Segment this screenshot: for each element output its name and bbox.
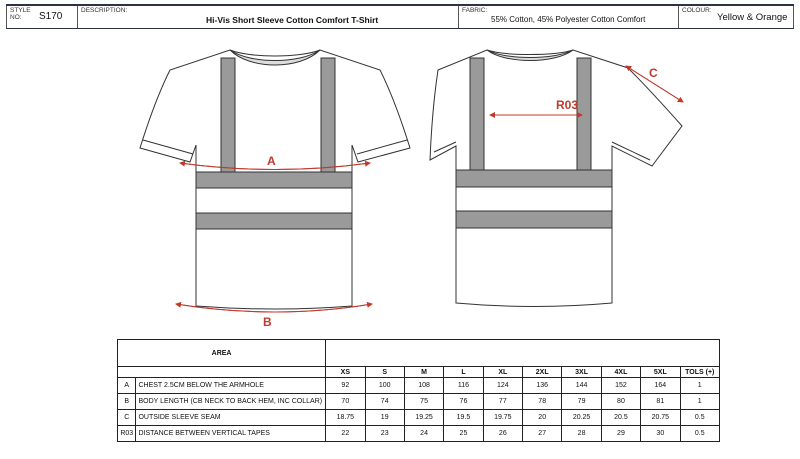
row-description: DISTANCE BETWEEN VERTICAL TAPES (136, 426, 326, 442)
spec-header (6, 4, 794, 29)
cell-value: 27 (523, 426, 562, 442)
row-code: B (118, 394, 136, 410)
measure-label-a: A (267, 154, 276, 168)
cell-value: 24 (404, 426, 443, 442)
cell-value: 28 (562, 426, 601, 442)
cell-value: 20.75 (641, 410, 680, 426)
cell-value: 74 (365, 394, 404, 410)
cell-value: 20.25 (562, 410, 601, 426)
size-xs: XS (326, 367, 365, 378)
cell-value: 75 (404, 394, 443, 410)
description-value: Hi-Vis Short Sleeve Cotton Comfort T-Shirt (206, 15, 379, 25)
cell-value: 76 (444, 394, 483, 410)
cell-value: 23 (365, 426, 404, 442)
front-upper-horizontal-tape (196, 172, 352, 188)
cell-value: 136 (523, 378, 562, 394)
size-l: L (444, 367, 483, 378)
fabric-cell (458, 6, 678, 28)
cell-value: 152 (601, 378, 640, 394)
style-value: S170 (39, 11, 63, 22)
style-label: STYLE NO: (10, 7, 31, 21)
back-left-vertical-tape (470, 58, 484, 170)
size-2xl: 2XL (523, 367, 562, 378)
cell-value: 19.5 (444, 410, 483, 426)
cell-value: 19.75 (483, 410, 522, 426)
measure-label-b-text: B (263, 315, 272, 329)
size-tols: TOLS (+) (680, 367, 719, 378)
size-5xl: 5XL (641, 367, 680, 378)
description-cell (77, 6, 458, 28)
front-right-vertical-tape (321, 58, 335, 176)
cell-value: 92 (326, 378, 365, 394)
cell-value: 29 (601, 426, 640, 442)
cell-value: 81 (641, 394, 680, 410)
row-description: CHEST 2.5CM BELOW THE ARMHOLE (136, 378, 326, 394)
colour-value: Yellow & Orange (717, 12, 788, 23)
row-code: C (118, 410, 136, 426)
colour-cell (678, 6, 794, 28)
cell-value: 19 (365, 410, 404, 426)
cell-value: 1 (680, 394, 719, 410)
cell-value: 164 (641, 378, 680, 394)
front-left-vertical-tape (221, 58, 235, 176)
style-cell (6, 6, 77, 28)
area-header: AREA (118, 340, 326, 367)
back-right-vertical-tape (577, 58, 591, 170)
table-row (118, 426, 720, 442)
size-header-row (118, 367, 720, 378)
size-4xl: 4XL (601, 367, 640, 378)
cell-value: 22 (326, 426, 365, 442)
cell-value: 77 (483, 394, 522, 410)
measure-label-c: C (649, 66, 658, 80)
cell-value: 30 (641, 426, 680, 442)
table-row (118, 410, 720, 426)
cell-value: 20 (523, 410, 562, 426)
cell-value: 0.5 (680, 426, 719, 442)
front-lower-horizontal-tape (196, 213, 352, 229)
cell-value: 19.25 (404, 410, 443, 426)
cell-value: 79 (562, 394, 601, 410)
cell-value: 70 (326, 394, 365, 410)
back-lower-horizontal-tape (456, 211, 612, 228)
cell-value: 144 (562, 378, 601, 394)
cell-value: 18.75 (326, 410, 365, 426)
cell-value: 108 (404, 378, 443, 394)
back-view (430, 50, 682, 307)
cell-value: 124 (483, 378, 522, 394)
size-header-spacer (118, 367, 326, 378)
cell-value: 0.5 (680, 410, 719, 426)
table-row (118, 378, 720, 394)
cell-value: 26 (483, 426, 522, 442)
colour-label: COLOUR: (682, 7, 712, 14)
measurement-table (117, 339, 720, 442)
cell-value: 78 (523, 394, 562, 410)
size-m: M (404, 367, 443, 378)
cell-value: 80 (601, 394, 640, 410)
garment-technical-drawing (0, 30, 800, 335)
size-s: S (365, 367, 404, 378)
cell-value: 116 (444, 378, 483, 394)
row-code: A (118, 378, 136, 394)
fabric-label: FABRIC: (462, 7, 488, 14)
front-view (140, 50, 410, 309)
description-label: DESCRIPTION: (81, 7, 128, 14)
measure-label-r03: R03 (556, 98, 579, 112)
row-description: OUTSIDE SLEEVE SEAM (136, 410, 326, 426)
cell-value: 20.5 (601, 410, 640, 426)
size-group-header (326, 340, 720, 367)
fabric-value: 55% Cotton, 45% Polyester Cotton Comfort (491, 15, 646, 24)
cell-value: 100 (365, 378, 404, 394)
table-row (118, 394, 720, 410)
cell-value: 1 (680, 378, 719, 394)
cell-value: 25 (444, 426, 483, 442)
row-code: R03 (118, 426, 136, 442)
size-xl: XL (483, 367, 522, 378)
back-upper-horizontal-tape (456, 170, 612, 187)
size-3xl: 3XL (562, 367, 601, 378)
row-description: BODY LENGTH (CB NECK TO BACK HEM, INC COLLAR) (136, 394, 326, 410)
